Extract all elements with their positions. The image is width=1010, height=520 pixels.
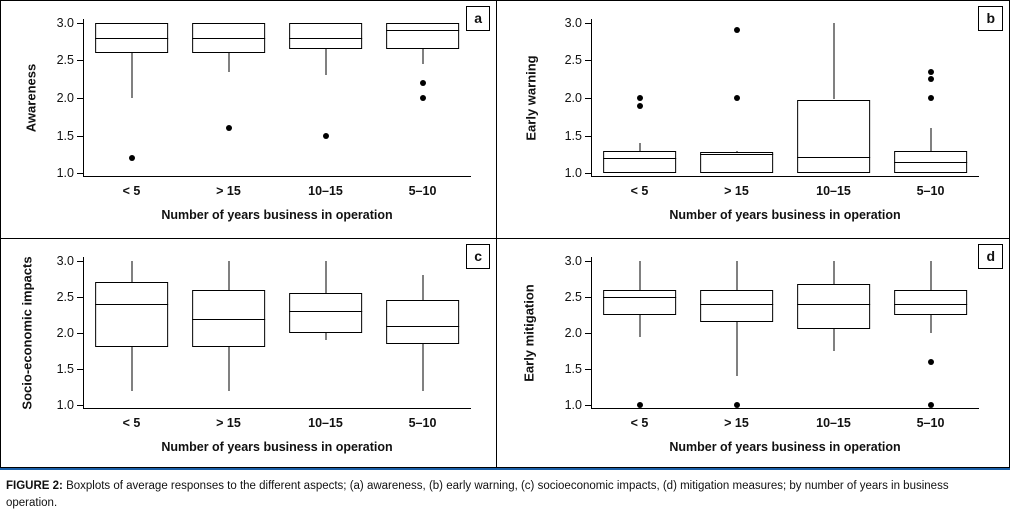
median-line-c-2	[289, 311, 363, 312]
x-axis-line-a	[83, 176, 471, 177]
whisker-low-d-1	[736, 322, 737, 376]
box-c-2	[289, 293, 363, 333]
x-category-label-a-1: > 15	[216, 184, 241, 198]
whisker-low-a-3	[422, 49, 423, 64]
caption-text: Boxplots of average responses to the different aspects; (a) awareness, (b) early warning, (c) socioeconomic impacts, (d) mitigation measures; by number of years in business operation.	[6, 480, 949, 509]
panel-c	[0, 238, 497, 468]
median-line-a-0	[95, 38, 169, 39]
y-tick-label-c-3: 2.5	[56, 289, 74, 304]
y-axis-title-d: Early mitigation	[521, 284, 537, 382]
whisker-low-a-1	[228, 53, 229, 72]
x-category-label-d-0: < 5	[630, 416, 649, 430]
median-line-d-3	[894, 304, 968, 305]
y-tick-label-b-0: 1.0	[564, 166, 582, 181]
outlier-point-a-1-0	[226, 125, 232, 131]
y-tick-b-1	[585, 136, 591, 137]
y-tick-d-2	[585, 333, 591, 334]
y-tick-a-4	[77, 23, 83, 24]
median-line-a-3	[386, 30, 460, 31]
x-category-label-c-2: 10–15	[308, 416, 343, 430]
outlier-point-b-1-1	[734, 95, 740, 101]
box-a-2	[289, 23, 363, 49]
median-line-a-2	[289, 38, 363, 39]
outlier-point-b-3-2	[928, 95, 934, 101]
y-tick-label-d-1: 1.5	[564, 362, 582, 377]
median-line-d-2	[797, 304, 871, 305]
box-a-3	[386, 23, 460, 49]
whisker-low-c-3	[422, 344, 423, 391]
y-tick-a-1	[77, 136, 83, 137]
y-tick-a-3	[77, 60, 83, 61]
y-axis-title-b: Early warning	[523, 55, 539, 141]
plot-area-c	[19, 253, 471, 454]
whisker-low-d-2	[833, 329, 834, 351]
whisker-high-b-3	[930, 128, 931, 151]
caption-label: FIGURE 2:	[6, 480, 63, 492]
y-axis-title-c: Socio-economic impacts	[19, 256, 35, 410]
y-tick-label-d-2: 2.0	[564, 326, 582, 340]
x-category-label-b-2: 10–15	[816, 184, 851, 198]
x-category-label-a-0: < 5	[122, 184, 141, 198]
x-category-label-b-0: < 5	[630, 184, 649, 198]
outlier-point-a-0-0	[129, 155, 135, 161]
x-axis-title-a: Number of years business in operation	[161, 208, 393, 222]
x-category-label-d-2: 10–15	[816, 416, 851, 430]
y-tick-label-a-0: 1.0	[56, 166, 74, 181]
x-axis-line-c	[83, 408, 471, 409]
box-d-1	[700, 290, 774, 323]
box-b-0	[603, 151, 677, 174]
whisker-high-c-1	[228, 261, 229, 290]
y-tick-label-b-3: 2.5	[564, 53, 582, 68]
median-line-c-3	[386, 326, 460, 327]
median-line-c-0	[95, 304, 169, 305]
outlier-point-b-3-0	[928, 69, 934, 75]
panel-letter-d: d	[978, 244, 1003, 269]
outlier-point-a-2-0	[323, 133, 329, 139]
whisker-low-c-1	[228, 347, 229, 390]
median-line-b-1	[700, 154, 774, 155]
outlier-point-d-0-0	[637, 402, 643, 408]
median-line-d-1	[700, 304, 774, 305]
x-axis-title-d: Number of years business in operation	[669, 440, 901, 454]
x-axis-line-b	[591, 176, 979, 177]
median-line-d-0	[603, 297, 677, 298]
y-tick-label-c-1: 1.5	[56, 362, 74, 377]
plot-area-b	[523, 15, 979, 222]
whisker-high-c-2	[325, 261, 326, 294]
y-tick-d-3	[585, 297, 591, 298]
y-tick-label-c-4: 3.0	[56, 253, 74, 268]
outlier-point-d-3-1	[928, 402, 934, 408]
panel-b	[496, 0, 1010, 239]
box-c-0	[95, 282, 169, 347]
y-tick-label-a-2: 2.0	[56, 91, 74, 105]
y-axis-line-b	[591, 19, 592, 177]
y-tick-c-3	[77, 297, 83, 298]
box-b-2	[797, 100, 871, 174]
whisker-high-c-0	[131, 261, 132, 283]
y-tick-a-0	[77, 173, 83, 174]
y-tick-c-2	[77, 333, 83, 334]
outlier-point-a-3-0	[420, 80, 426, 86]
y-tick-c-1	[77, 369, 83, 370]
x-axis-line-d	[591, 408, 979, 409]
y-tick-c-4	[77, 261, 83, 262]
y-tick-label-a-4: 3.0	[56, 15, 74, 30]
y-tick-a-2	[77, 98, 83, 99]
x-category-label-c-0: < 5	[122, 416, 141, 430]
whisker-high-d-3	[930, 261, 931, 290]
y-tick-b-4	[585, 23, 591, 24]
y-tick-label-a-3: 2.5	[56, 53, 74, 68]
median-line-b-2	[797, 157, 871, 158]
x-axis-title-b: Number of years business in operation	[669, 208, 901, 222]
x-category-label-a-2: 10–15	[308, 184, 343, 198]
box-c-3	[386, 300, 460, 343]
whisker-low-a-0	[131, 53, 132, 98]
x-category-label-b-1: > 15	[724, 184, 749, 198]
whisker-high-d-1	[736, 261, 737, 290]
whisker-low-d-3	[930, 315, 931, 333]
y-tick-label-b-4: 3.0	[564, 15, 582, 30]
median-line-b-3	[894, 162, 968, 163]
y-tick-d-0	[585, 405, 591, 406]
y-tick-label-d-3: 2.5	[564, 289, 582, 304]
x-axis-title-c: Number of years business in operation	[161, 440, 393, 454]
whisker-high-c-3	[422, 275, 423, 300]
whisker-low-a-2	[325, 49, 326, 75]
median-line-b-0	[603, 158, 677, 159]
y-axis-line-c	[83, 257, 84, 409]
whisker-high-b-2	[833, 23, 834, 100]
x-category-label-c-3: 5–10	[408, 416, 437, 430]
plot-area-a	[23, 15, 471, 222]
whisker-low-c-0	[131, 347, 132, 390]
plot-area-d	[521, 253, 979, 454]
panel-letter-b: b	[978, 6, 1003, 31]
outlier-point-b-1-0	[734, 27, 740, 33]
box-d-3	[894, 290, 968, 315]
whisker-high-d-0	[639, 261, 640, 290]
y-axis-line-a	[83, 19, 84, 177]
y-tick-label-d-4: 3.0	[564, 253, 582, 268]
panel-d	[496, 238, 1010, 468]
outlier-point-d-1-0	[734, 402, 740, 408]
y-tick-b-3	[585, 60, 591, 61]
x-category-label-b-3: 5–10	[916, 184, 945, 198]
box-d-0	[603, 290, 677, 315]
y-tick-b-0	[585, 173, 591, 174]
panel-letter-c: c	[466, 244, 490, 269]
median-line-a-1	[192, 38, 266, 39]
outlier-point-d-3-0	[928, 359, 934, 365]
x-category-label-d-1: > 15	[724, 416, 749, 430]
y-tick-d-1	[585, 369, 591, 370]
y-tick-label-d-0: 1.0	[564, 398, 582, 413]
y-tick-d-4	[585, 261, 591, 262]
y-axis-line-d	[591, 257, 592, 409]
x-category-label-c-1: > 15	[216, 416, 241, 430]
box-d-2	[797, 284, 871, 330]
x-category-label-d-3: 5–10	[916, 416, 945, 430]
y-tick-label-c-2: 2.0	[56, 326, 74, 340]
outlier-point-b-0-0	[637, 95, 643, 101]
y-axis-title-a: Awareness	[23, 63, 39, 133]
x-category-label-a-3: 5–10	[408, 184, 437, 198]
y-tick-label-c-0: 1.0	[56, 398, 74, 413]
whisker-low-d-0	[639, 315, 640, 337]
whisker-high-b-0	[639, 143, 640, 151]
y-tick-label-b-1: 1.5	[564, 128, 582, 143]
whisker-high-d-2	[833, 261, 834, 284]
figure-caption	[0, 470, 1010, 511]
outlier-point-a-3-1	[420, 95, 426, 101]
outlier-point-b-0-1	[637, 103, 643, 109]
panel-letter-a: a	[466, 6, 490, 31]
y-tick-label-b-2: 2.0	[564, 91, 582, 105]
y-tick-b-2	[585, 98, 591, 99]
panel-a	[0, 0, 497, 239]
median-line-c-1	[192, 319, 266, 320]
whisker-low-c-2	[325, 333, 326, 340]
outlier-point-b-3-1	[928, 76, 934, 82]
y-tick-c-0	[77, 405, 83, 406]
y-tick-label-a-1: 1.5	[56, 128, 74, 143]
